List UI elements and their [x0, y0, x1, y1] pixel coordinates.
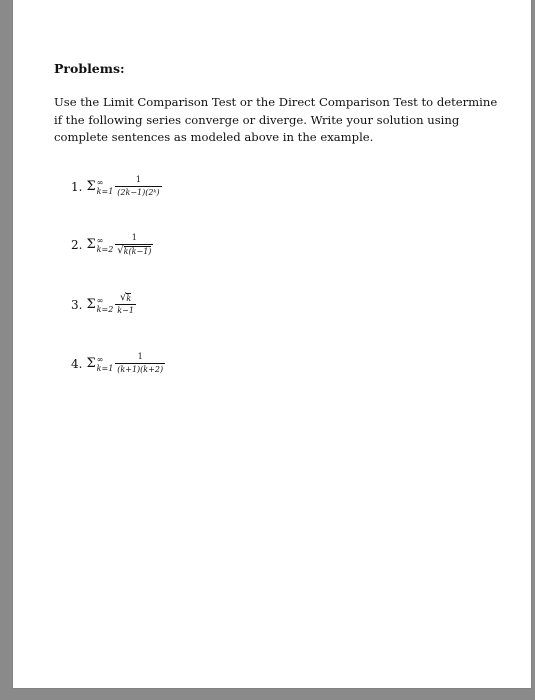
numerator: 1	[131, 233, 137, 242]
problem-2	[71, 233, 153, 256]
lower-limit: k=2	[96, 304, 114, 314]
summation-symbol: Σ	[86, 297, 96, 312]
denominator: (k+1)(k+2)	[117, 365, 164, 374]
lower-limit: k=1	[96, 186, 114, 196]
numerator: 1	[137, 352, 143, 361]
square-root	[117, 246, 151, 256]
upper-limit: ∞	[96, 295, 104, 305]
upper-limit: ∞	[96, 177, 104, 187]
problem-3	[71, 293, 136, 316]
summation-symbol: Σ	[86, 179, 96, 194]
radicand: k(k−1)	[123, 247, 152, 256]
fraction	[115, 233, 153, 256]
summation-limits	[97, 296, 114, 314]
document-page	[13, 0, 531, 688]
numerator: 1	[135, 175, 141, 184]
problem-number: 1.	[71, 179, 83, 194]
problem-4	[71, 352, 165, 375]
upper-limit: ∞	[96, 235, 104, 245]
radical-sign: √	[120, 292, 127, 303]
summation-symbol: Σ	[86, 356, 96, 371]
problem-number: 2.	[71, 237, 83, 252]
upper-limit: ∞	[96, 354, 104, 364]
denominator: (2k−1)(2ᵏ)	[117, 188, 160, 197]
radical-sign: √	[117, 245, 124, 256]
denominator: k−1	[117, 306, 134, 315]
fraction	[115, 352, 165, 375]
summation-limits	[97, 236, 114, 254]
problem-number: 3.	[71, 297, 83, 312]
lower-limit: k=1	[96, 363, 114, 373]
instructions-paragraph: Use the Limit Comparison Test or the Direct Comparison Test to determine if the following series converge or diverge. Write your solution using complete sentences as modeled above in the example.	[54, 95, 498, 144]
problem-1	[71, 175, 162, 198]
summation-limits	[97, 178, 114, 196]
problem-number: 4.	[71, 356, 83, 371]
summation-symbol: Σ	[86, 237, 96, 252]
denominator	[115, 244, 153, 256]
radicand: k	[126, 294, 132, 303]
problems-heading: Problems:	[54, 61, 125, 76]
square-root	[120, 293, 131, 303]
fraction	[115, 175, 161, 198]
fraction	[115, 293, 136, 316]
numerator	[118, 293, 133, 304]
summation-limits	[97, 355, 114, 373]
lower-limit: k=2	[96, 244, 114, 254]
